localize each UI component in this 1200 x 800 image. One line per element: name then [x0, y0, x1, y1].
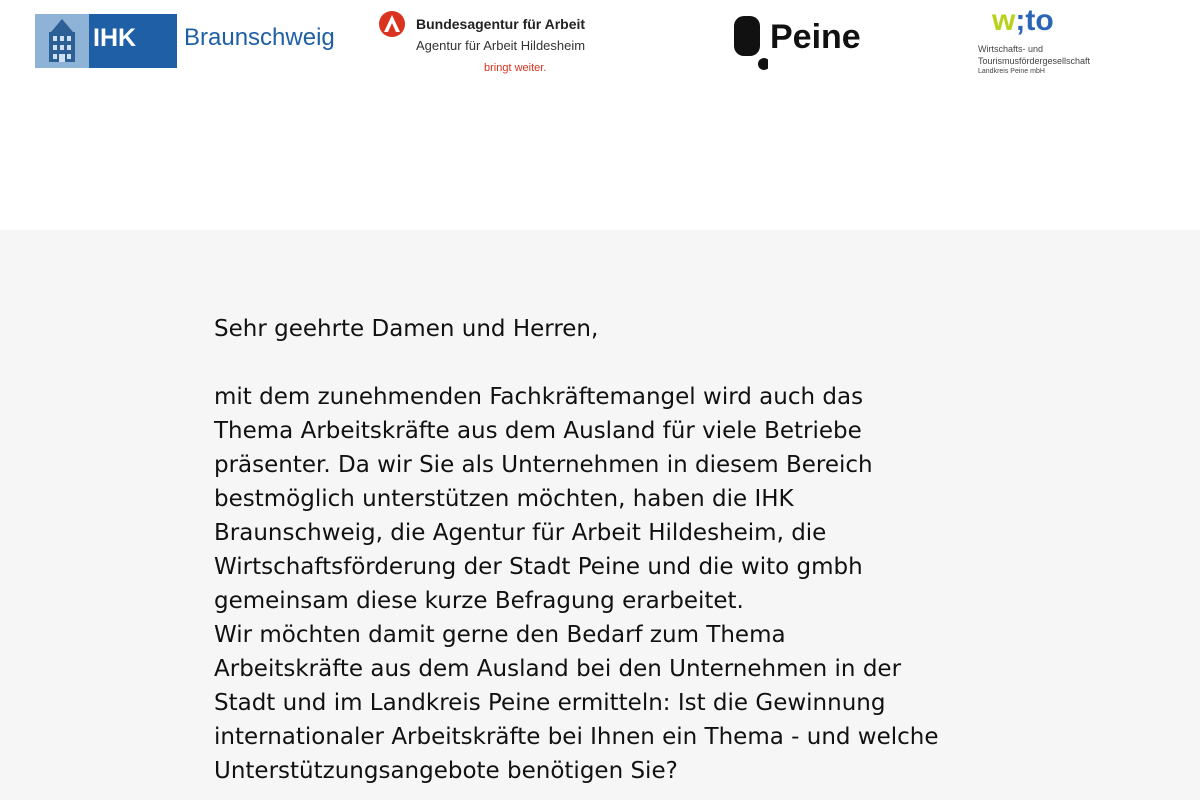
- paragraph-line: Wir möchten damit gerne den Bedarf zum Thema: [214, 622, 786, 648]
- paragraph-line: Braunschweig, die Agentur für Arbeit Hildesheim, die: [214, 520, 827, 546]
- wito-wordmark: [992, 4, 1054, 38]
- ihk-abbreviation: IHK: [93, 24, 137, 52]
- paragraph-line: gemeinsam diese kurze Befragung erarbeitet.: [214, 588, 744, 614]
- paragraph-line: Arbeitskräfte aus dem Ausland bei den Unternehmen in der: [214, 656, 902, 682]
- wito-to-letters: to: [1025, 4, 1054, 37]
- greeting: Sehr geehrte Damen und Herren,: [214, 316, 599, 342]
- wito-w-letter: w: [992, 4, 1016, 37]
- paragraph-line: präsenter. Da wir Sie als Unternehmen in diesem Bereich: [214, 452, 873, 478]
- wito-line1: Wirtschafts- und: [978, 44, 1044, 54]
- peine-logo: [732, 12, 862, 72]
- paragraph-line: bestmöglich unterstützen möchten, haben die IHK: [214, 486, 794, 512]
- letter-content-area: [0, 230, 1200, 800]
- peine-mark-icon: [732, 14, 768, 74]
- peine-name: Peine: [770, 18, 861, 56]
- logo-header: [0, 0, 1200, 230]
- intro-paragraph: [214, 380, 1004, 788]
- agentur-hildesheim-subtitle: Agentur für Arbeit Hildesheim: [416, 38, 586, 53]
- wito-semicolon: ;: [1015, 4, 1026, 37]
- ihk-braunschweig-logo: [35, 14, 335, 68]
- bundesagentur-title: Bundesagentur für Arbeit: [416, 16, 586, 32]
- bundesagentur-a-icon: [378, 10, 406, 38]
- ihk-city-name: Braunschweig: [184, 24, 335, 51]
- letter-text: [214, 312, 1004, 788]
- ihk-building-icon: [35, 14, 89, 68]
- paragraph-line: mit dem zunehmenden Fachkräftemangel wird auch das: [214, 384, 864, 410]
- wito-logo: [978, 4, 1098, 80]
- paragraph-line: Stadt und im Landkreis Peine ermitteln: Ist die Gewinnung: [214, 690, 886, 716]
- bundesagentur-logo: [378, 10, 590, 76]
- wito-line3: Landkreis Peine mbH: [978, 68, 1045, 75]
- bundesagentur-tagline: bringt weiter.: [484, 62, 547, 74]
- paragraph-line: internationaler Arbeitskräfte bei Ihnen ein Thema - und welche: [214, 724, 939, 750]
- wito-line2: Tourismusfördergesellschaft: [978, 56, 1091, 66]
- paragraph-line: Wirtschaftsförderung der Stadt Peine und die wito gmbh: [214, 554, 863, 580]
- paragraph-line: Thema Arbeitskräfte aus dem Ausland für viele Betriebe: [214, 418, 862, 444]
- paragraph-line: Unterstützungsangebote benötigen Sie?: [214, 758, 678, 784]
